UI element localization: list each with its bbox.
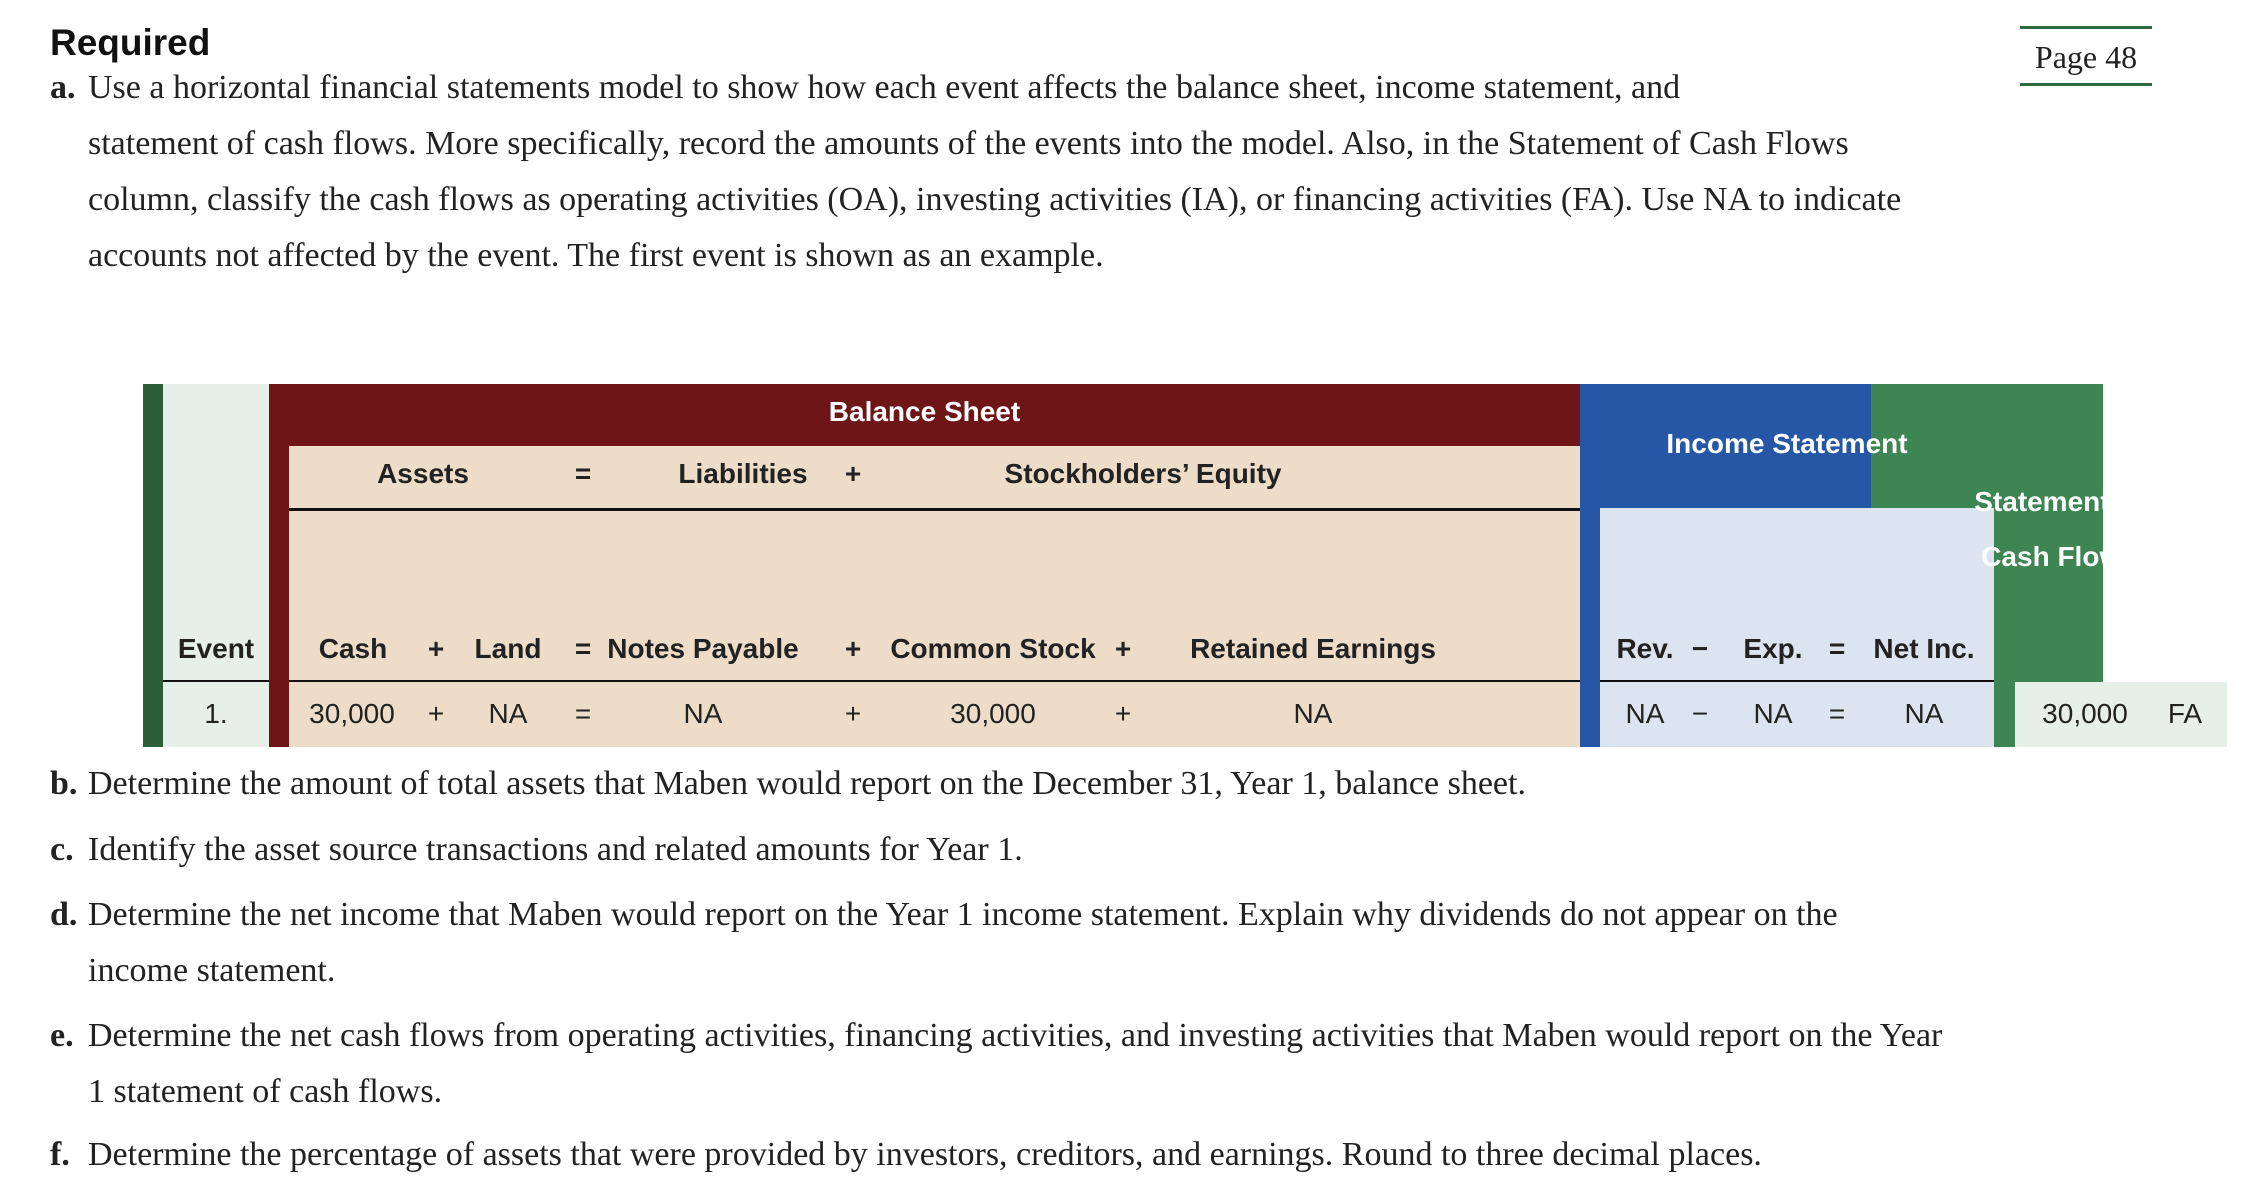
plus-sign: + — [427, 698, 445, 729]
net-income-col-header: Net Inc. — [1873, 633, 1975, 664]
income-statement-header: Income Statement — [1666, 428, 1908, 459]
line: accounts not affected by the event. The first event is shown as an example. — [88, 237, 1104, 274]
cash-col-header: Cash — [318, 633, 388, 664]
land-value: NA — [488, 698, 528, 729]
left-stripe — [143, 384, 163, 747]
equation-rule — [289, 508, 1580, 511]
equity-header: Stockholders’ Equity — [1004, 458, 1282, 489]
cash-flows-header-line2: Cash Flows — [1981, 541, 2137, 572]
line: Determine the net income that Maben would report on the Year 1 income statement. Explain why dividends do not appear on the — [88, 896, 1838, 933]
notes-payable-col-header: Notes Payable — [607, 633, 799, 664]
item-letter: c. — [50, 831, 74, 868]
line: column, classify the cash flows as operating activities (OA), investing activities (IA), or financing activities (FA). Use NA to indicate — [88, 181, 1902, 218]
line: Identify the asset source transactions and related amounts for Year 1. — [88, 831, 1023, 868]
common-stock-value: 30,000 — [950, 698, 1036, 729]
cash-flows-header-line1: Statement of — [1974, 486, 2144, 517]
liabilities-header: Liabilities — [678, 458, 808, 489]
revenue-value: NA — [1625, 698, 1665, 729]
cash-flow-amount: 30,000 — [2042, 698, 2128, 729]
item-letter: b. — [50, 765, 78, 802]
plus-sign: + — [1114, 633, 1132, 664]
minus-sign: − — [1691, 633, 1709, 664]
line: statement of cash flows. More specifically, record the amounts of the events into the model. Also, in the Statement of Cash Flows — [88, 125, 1849, 162]
required-heading: Required — [50, 22, 211, 63]
land-col-header: Land — [474, 633, 542, 664]
row-rule — [289, 680, 1580, 682]
item-letter: d. — [50, 896, 78, 933]
event-col-header: Event — [177, 633, 255, 664]
expense-value: NA — [1753, 698, 1793, 729]
financial-statements-model — [143, 384, 2203, 747]
item-letter: a. — [50, 69, 76, 106]
balance-sheet-header: Balance Sheet — [828, 396, 1021, 427]
equals-sign: = — [574, 698, 592, 729]
event-column-bg — [163, 384, 269, 747]
retained-earnings-value: NA — [1293, 698, 1333, 729]
line: income statement. — [88, 952, 336, 989]
line: Determine the amount of total assets that Maben would report on the December 31, Year 1, balance sheet. — [88, 765, 1526, 802]
equals-sign: = — [1828, 698, 1846, 729]
item-letter: f. — [50, 1136, 70, 1173]
revenue-col-header: Rev. — [1616, 633, 1674, 664]
retained-earnings-col-header: Retained Earnings — [1190, 633, 1436, 664]
equals-sign: = — [574, 633, 592, 664]
assets-header: Assets — [377, 458, 469, 489]
equals-sign: = — [1828, 633, 1846, 664]
plus-sign: + — [844, 458, 862, 489]
plus-sign: + — [844, 698, 862, 729]
row-rule — [1600, 680, 1994, 682]
expense-col-header: Exp. — [1743, 633, 1803, 664]
minus-sign: − — [1691, 698, 1709, 729]
cash-flow-classification: FA — [2167, 698, 2203, 729]
common-stock-col-header: Common Stock — [890, 633, 1096, 664]
plus-sign: + — [427, 633, 445, 664]
cash-value: 30,000 — [309, 698, 395, 729]
item-letter: e. — [50, 1017, 74, 1054]
row-rule — [163, 680, 269, 682]
plus-sign: + — [1114, 698, 1132, 729]
page-number: Page 48 — [2020, 26, 2152, 86]
net-income-value: NA — [1904, 698, 1944, 729]
notes-payable-value: NA — [683, 698, 723, 729]
event-number: 1. — [204, 698, 228, 729]
line: Determine the net cash flows from operating activities, financing activities, and investing activities that Maben would report on the Year — [88, 1017, 1943, 1054]
line: Use a horizontal financial statements model to show how each event affects the balance sheet, income statement, and — [88, 69, 1681, 106]
plus-sign: + — [844, 633, 862, 664]
equals-sign: = — [574, 458, 592, 489]
line: 1 statement of cash flows. — [88, 1073, 443, 1110]
line: Determine the percentage of assets that were provided by investors, creditors, and earnings. Round to three decimal places. — [88, 1136, 1762, 1173]
